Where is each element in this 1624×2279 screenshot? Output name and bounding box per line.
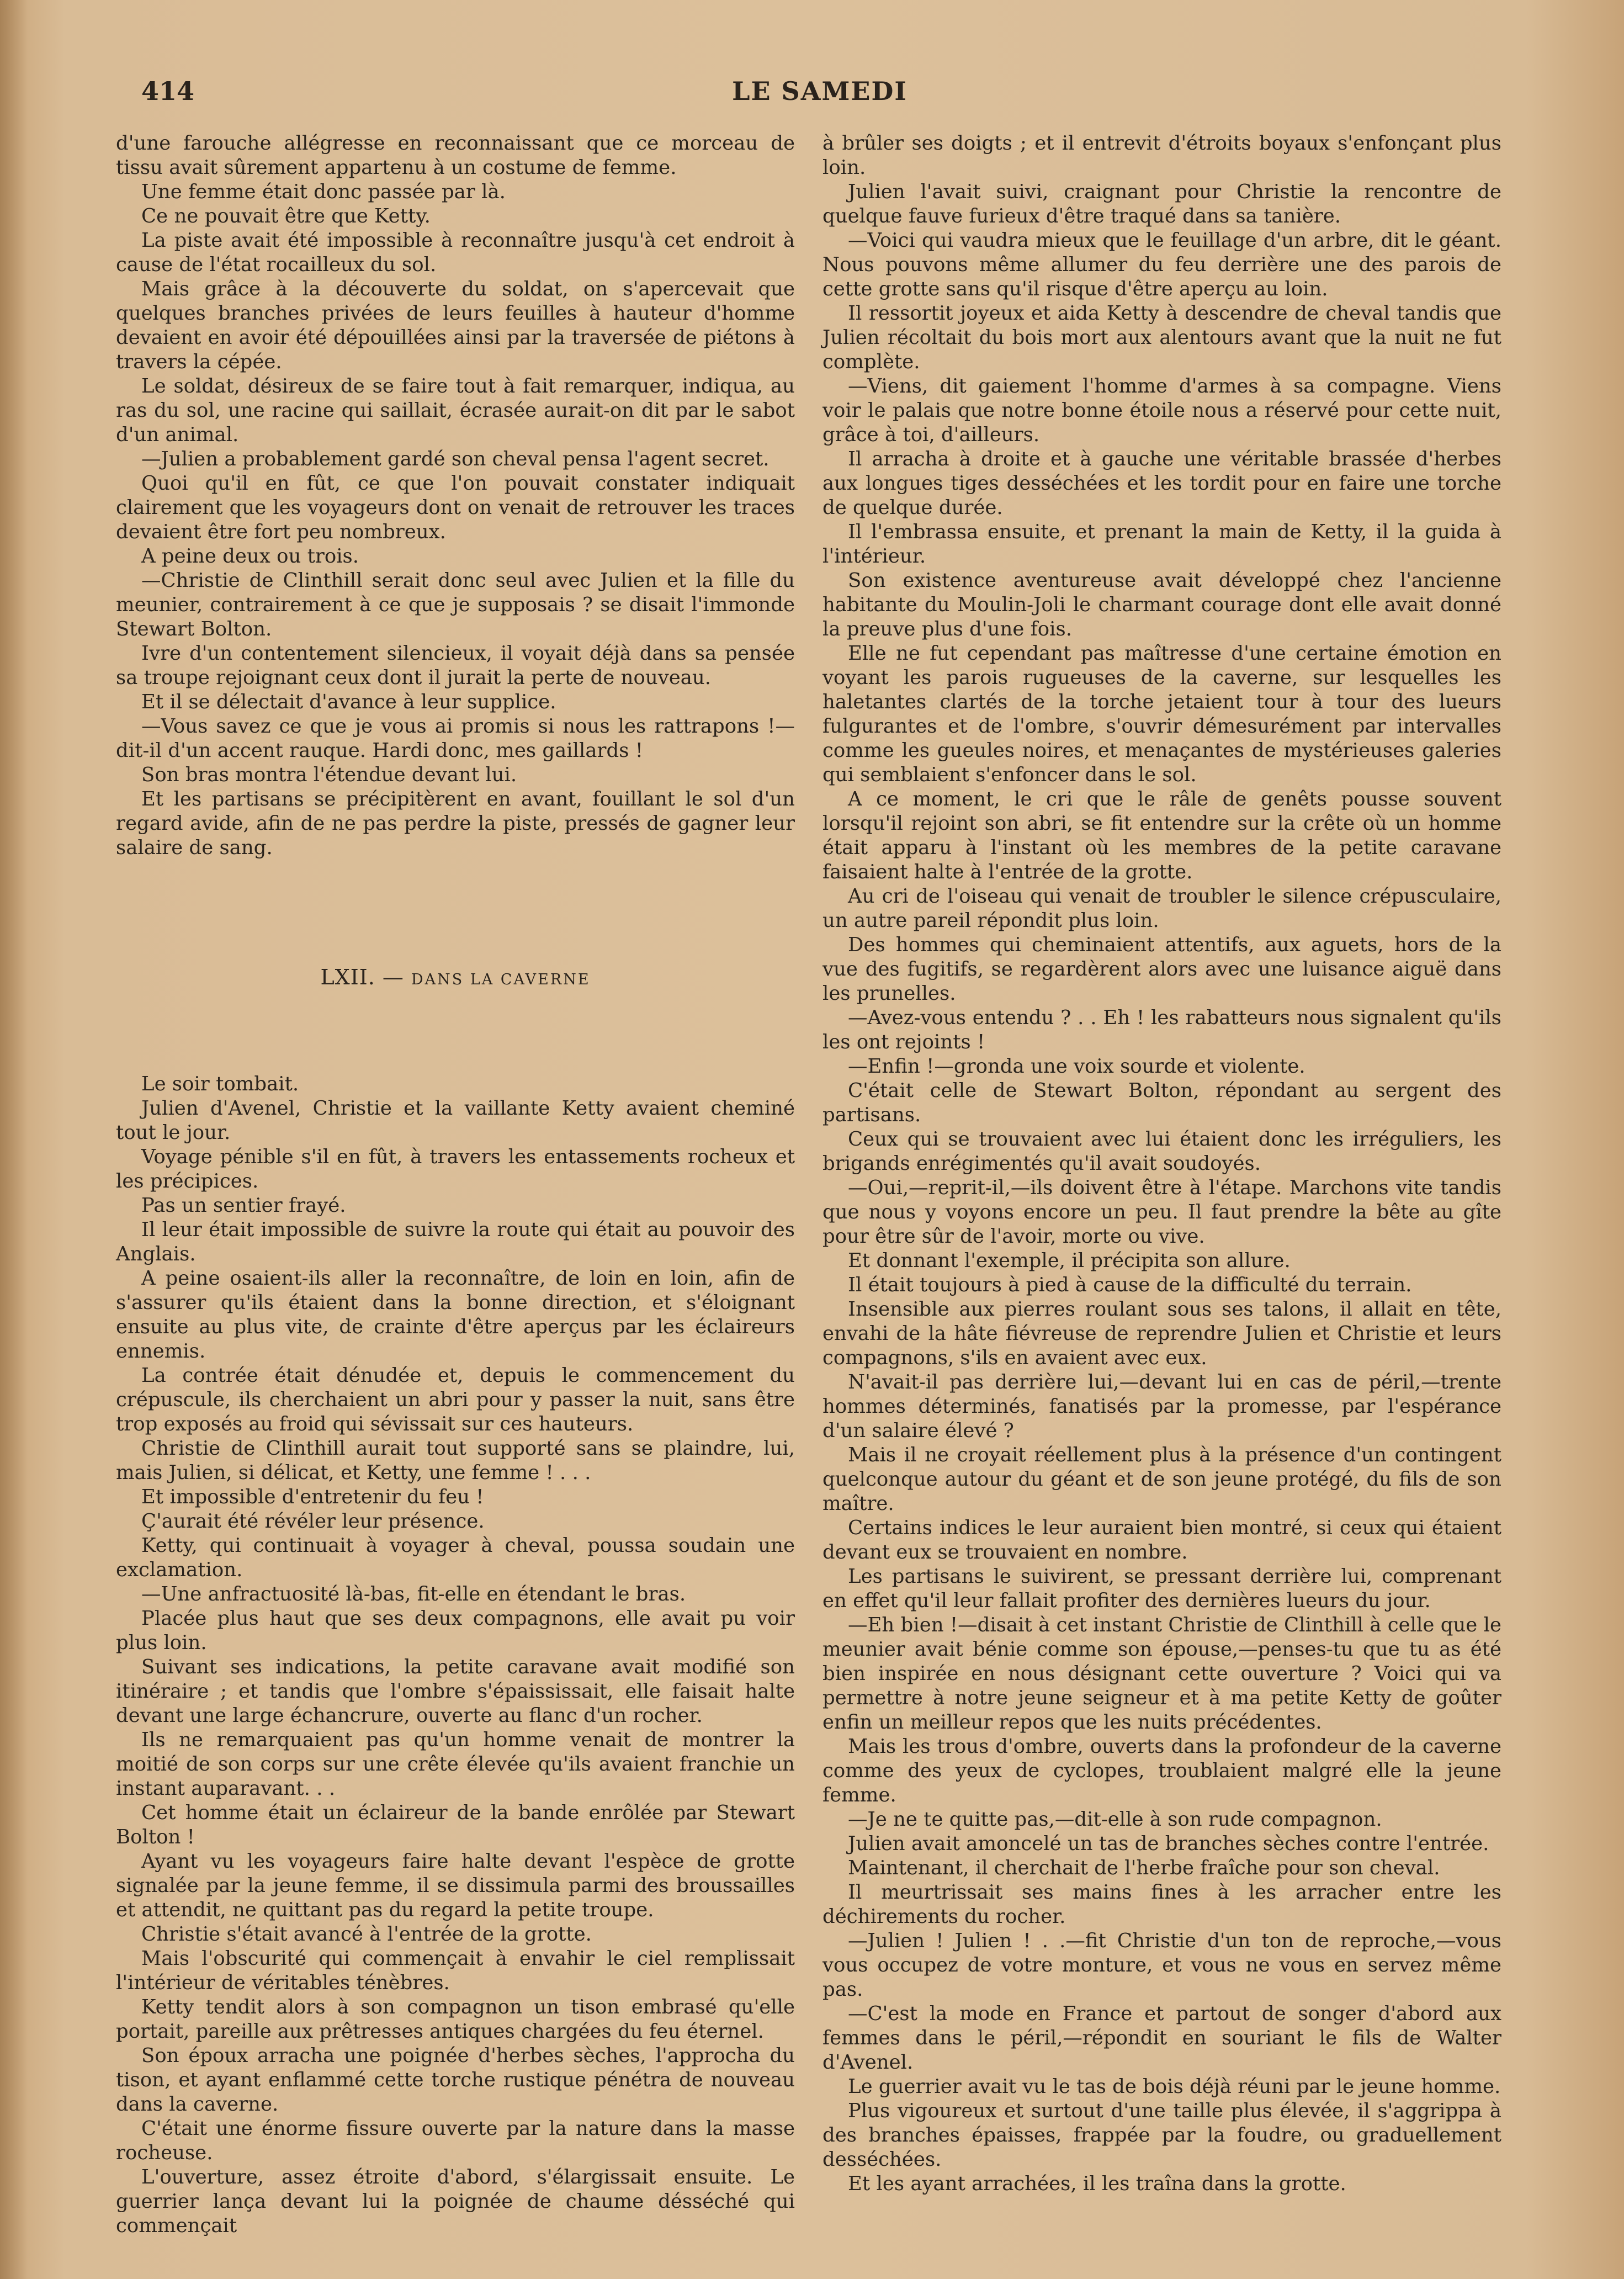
left-column — [116, 131, 795, 2238]
paragraph: Une femme était donc passée par là. — [141, 181, 506, 203]
paragraph: Il ressortit joyeux et aida Ketty à descendre de cheval tandis que Julien récoltait du bois mort aux alentours avant que la nuit ne fut complète. — [822, 302, 1501, 373]
paragraph: A peine osaient-ils aller la reconnaître, de loin en loin, afin de s'assurer qu'ils étaient dans la bonne direction, et s'éloignant ensuite au plus vite, de crainte d'être aperçus par les éclaireurs ennemis. — [116, 1267, 795, 1363]
paragraph: Il était toujours à pied à cause de la difficulté du terrain. — [848, 1274, 1412, 1296]
paragraph: Il leur était impossible de suivre la route qui était au pouvoir des Anglais. — [116, 1218, 795, 1265]
paragraph: Et les partisans se précipitèrent en avant, fouillant le sol d'un regard avide, afin de ne pas perdre la piste, pressés de gagner leur salaire de sang. — [116, 788, 795, 859]
paragraph: —Enfin !—gronda une voix sourde et violente. — [848, 1055, 1305, 1078]
paragraph: Ils ne remarquaient pas qu'un homme venait de montrer la moitié de son corps sur une crête élevée qu'ils avaient franchie un instant auparavant. . . — [116, 1729, 795, 1800]
paragraph: La contrée était dénudée et, depuis le commencement du crépuscule, ils cherchaient un abri pour y passer la nuit, sans être trop exposés au froid qui sévissait sur ces hauteurs. — [116, 1364, 795, 1435]
paragraph: Le guerrier avait vu le tas de bois déjà réuni par le jeune homme. — [848, 2075, 1501, 2098]
paragraph: —Oui,—reprit-il,—ils doivent être à l'étape. Marchons vite tandis que nous y voyons encore un peu. Il faut prendre la bête au gîte pour être sûr de l'avoir, morte ou vive. — [822, 1176, 1501, 1248]
paragraph: —Julien ! Julien ! . .—fit Christie d'un ton de reproche,—vous vous occupez de votre monture, et vous ne vous en servez même pas. — [822, 1930, 1501, 2001]
paragraph: Il l'embrassa ensuite, et prenant la main de Ketty, il la guida à l'intérieur. — [822, 521, 1501, 568]
paragraph: Ayant vu les voyageurs faire halte devant l'espèce de grotte signalée par la jeune femme, il se dissimula parmi des broussailles et attendit, ne quittant pas du regard la petite troupe. — [116, 1850, 795, 1921]
paragraph: Mais les trous d'ombre, ouverts dans la profondeur de la caverne comme des yeux de cyclopes, troublaient malgré elle la jeune femme. — [822, 1735, 1501, 1806]
paragraph: Le soldat, désireux de se faire tout à fait remarquer, indiqua, au ras du sol, une racine qui saillait, écrasée aurait-on dit par le sabot d'un animal. — [116, 375, 795, 446]
paragraph: Insensible aux pierres roulant sous ses talons, il allait en tête, envahi de la hâte fiévreuse de reprendre Julien et Christie et leurs compagnons, s'ils en avaient avec eux. — [822, 1298, 1501, 1369]
paragraph: Mais il ne croyait réellement plus à la présence d'un contingent quelconque autour du géant et de son jeune protégé, du fils de son maître. — [822, 1444, 1501, 1515]
paragraph: Son époux arracha une poignée d'herbes sèches, l'approcha du tison, et ayant enflammé cette torche rustique pénétra de nouveau dans la caverne. — [116, 2044, 795, 2116]
paragraph: Ketty tendit alors à son compagnon un tison embrasé qu'elle portait, pareille aux prêtresses antiques chargées du feu éternel. — [116, 1996, 795, 2043]
left-column-text — [116, 131, 795, 860]
paragraph: Certains indices le leur auraient bien montré, si ceux qui étaient devant eux se trouvaient en nombre. — [822, 1517, 1501, 1564]
paragraph: d'une farouche allégresse en reconnaissant que ce morceau de tissu avait sûrement appartenu à un costume de femme. — [116, 132, 795, 179]
paragraph: Ketty, qui continuait à voyager à cheval, poussa soudain une exclamation. — [116, 1534, 795, 1581]
paragraph: Et les ayant arrachées, il les traîna dans la grotte. — [848, 2172, 1346, 2195]
paragraph: Mais grâce à la découverte du soldat, on s'apercevait que quelques branches privées de leurs feuilles à hauteur d'homme devaient en avoir été dépouillées ainsi par la traversée de piétons à travers la cépée. — [116, 278, 795, 373]
chapter-heading — [116, 965, 795, 989]
paragraph: Placée plus haut que ses deux compagnons, elle avait pu voir plus loin. — [116, 1607, 795, 1654]
paragraph: —Christie de Clinthill serait donc seul avec Julien et la fille du meunier, contrairement à ce que je supposais ? se disait l'immonde Stewart Bolton. — [116, 569, 795, 640]
paragraph: Suivant ses indications, la petite caravane avait modifié son itinéraire ; et tandis que l'ombre s'épaississait, elle faisait halte devant une large échancrure, ouverte au flanc d'un rocher. — [116, 1656, 795, 1727]
paragraph: —C'est la mode en France et partout de songer d'abord aux femmes dans le péril,—répondit en souriant le fils de Walter d'Avenel. — [822, 2002, 1501, 2074]
paragraph: Ç'aurait été révéler leur présence. — [141, 1510, 485, 1533]
paragraph: —Je ne te quitte pas,—dit-elle à son rude compagnon. — [848, 1808, 1382, 1831]
paragraph: Le soir tombait. — [141, 1073, 299, 1095]
paragraph: Au cri de l'oiseau qui venait de troubler le silence crépusculaire, un autre pareil répondit plus loin. — [822, 885, 1501, 932]
page-header — [138, 76, 1501, 115]
paragraph: Il arracha à droite et à gauche une véritable brassée d'herbes aux longues tiges desséchées et les tordit pour en faire une torche de quelque durée. — [822, 448, 1501, 519]
paragraph: Maintenant, il cherchait de l'herbe fraîche pour son cheval. — [848, 1857, 1440, 1879]
paragraph: —Une anfractuosité là-bas, fit-elle en étendant le bras. — [141, 1583, 686, 1605]
right-column — [822, 131, 1501, 2196]
paragraph: Voyage pénible s'il en fût, à travers les entassements rocheux et les précipices. — [116, 1146, 795, 1192]
paragraph: Plus vigoureux et surtout d'une taille plus élevée, il s'aggrippa à des branches épaisses, frappée par la foudre, ou graduellement desséchées. — [822, 2100, 1501, 2171]
paragraph: Julien d'Avenel, Christie et la vaillante Ketty avaient cheminé tout le jour. — [116, 1097, 795, 1144]
paragraph: Son existence aventureuse avait développé chez l'ancienne habitante du Moulin-Joli le charmant courage dont elle avait donné la preuve plus d'une fois. — [822, 569, 1501, 640]
paragraph: Cet homme était un éclaireur de la bande enrôlée par Stewart Bolton ! — [116, 1801, 795, 1848]
paragraph: Et donnant l'exemple, il précipita son allure. — [848, 1249, 1291, 1272]
paragraph: —Eh bien !—disait à cet instant Christie de Clinthill à celle que le meunier avait bénie comme son épouse,—penses-tu que tu as été bien inspirée en nous désignant cette ouverture ? Voici qui va permettre à notre jeune seigneur et à ma petite Ketty de goûter enfin un meilleur repos que les nuits précédentes. — [822, 1614, 1501, 1734]
paragraph: Son bras montra l'étendue devant lui. — [141, 764, 517, 786]
paragraph: Ceux qui se trouvaient avec lui étaient donc les irréguliers, les brigands enrégimentés qu'il avait soudoyés. — [822, 1128, 1501, 1175]
chapter-number: LXII. — — [320, 965, 404, 989]
paragraph: Et impossible d'entretenir du feu ! — [141, 1486, 484, 1508]
paragraph: Christie de Clinthill aurait tout supporté sans se plaindre, lui, mais Julien, si délicat, et Ketty, une femme ! . . . — [116, 1437, 795, 1484]
paragraph: Elle ne fut cependant pas maîtresse d'une certaine émotion en voyant les parois rugueuses de la caverne, sur lesquelles les haletantes clartés de la torche jetaient tour à tour des lueurs fulgurantes et de l'ombre, s'ouvrir démesurément par intervalles comme les gueules noires, et menaçantes de mystérieuses galeries qui semblaient s'enfoncer dans le sol. — [822, 642, 1501, 786]
paragraph: Et il se délectait d'avance à leur supplice. — [141, 691, 556, 713]
paragraph: Mais l'obscurité qui commençait à envahir le ciel remplissait l'intérieur de véritables ténèbres. — [116, 1947, 795, 1994]
paragraph: Les partisans le suivirent, se pressant derrière lui, comprenant en effet qu'il leur fallait profiter des dernières lueurs du jour. — [822, 1565, 1501, 1612]
paragraph: Quoi qu'il en fût, ce que l'on pouvait constater indiquait clairement que les voyageurs dont on venait de retrouver les traces devaient être fort peu nombreux. — [116, 472, 795, 543]
paragraph: L'ouverture, assez étroite d'abord, s'élargissait ensuite. Le guerrier lança devant lui la poignée de chaume désséché qui commençait — [116, 2166, 795, 2237]
paragraph: N'avait-il pas derrière lui,—devant lui en cas de péril,—trente hommes déterminés, fanatisés par la promesse, par l'espérance d'un salaire élevé ? — [822, 1371, 1501, 1442]
paragraph: —Julien a probablement gardé son cheval pensa l'agent secret. — [141, 448, 769, 470]
paragraph: A peine deux ou trois. — [141, 545, 359, 568]
paragraph: A ce moment, le cri que le râle de genêts pousse souvent lorsqu'il rejoint son abri, se fit entendre sur la crête où un homme était apparu à l'instant où les membres de la petite caravane faisaient halte à l'entrée de la grotte. — [822, 788, 1501, 883]
paragraph: Il meurtrissait ses mains fines à les arracher entre les déchirements du rocher. — [822, 1881, 1501, 1928]
paragraph: —Vous savez ce que je vous ai promis si nous les rattrapons !—dit-il d'un accent rauque. Hardi donc, mes gaillards ! — [116, 715, 795, 762]
paragraph: —Avez-vous entendu ? . . Eh ! les rabatteurs nous signalent qu'ils les ont rejoints ! — [822, 1006, 1501, 1053]
paragraph: Julien avait amoncelé un tas de branches sèches contre l'entrée. — [848, 1832, 1489, 1855]
journal-title: LE SAMEDI — [732, 76, 907, 106]
paragraph: Ivre d'un contentement silencieux, il voyait déjà dans sa pensée sa troupe rejoignant ceux dont il jurait la perte de nouveau. — [116, 642, 795, 689]
paragraph: C'était une énorme fissure ouverte par la nature dans la masse rocheuse. — [116, 2117, 795, 2164]
paragraph: Julien l'avait suivi, craignant pour Christie la rencontre de quelque fauve furieux d'être traqué dans sa tanière. — [822, 181, 1501, 227]
chapter-title: DANS LA CAVERNE — [411, 971, 591, 988]
page-number: 414 — [141, 76, 195, 106]
paragraph: Christie s'était avancé à l'entrée de la grotte. — [141, 1923, 592, 1946]
paragraph: Pas un sentier frayé. — [141, 1194, 346, 1217]
paragraph: à brûler ses doigts ; et il entrevit d'étroits boyaux s'enfonçant plus loin. — [822, 132, 1501, 179]
paragraph: C'était celle de Stewart Bolton, répondant au sergent des partisans. — [822, 1079, 1501, 1126]
paragraph: —Voici qui vaudra mieux que le feuillage d'un arbre, dit le géant. Nous pouvons même allumer du feu derrière une des parois de cette grotte sans qu'il risque d'être aperçu au loin. — [822, 229, 1501, 300]
paragraph: La piste avait été impossible à reconnaître jusqu'à cet endroit à cause de l'état rocailleux du sol. — [116, 229, 795, 276]
page-fold-shadow — [0, 0, 28, 2279]
paragraph: —Viens, dit gaiement l'homme d'armes à sa compagne. Viens voir le palais que notre bonne étoile nous a réservé pour cette nuit, grâce à toi, d'ailleurs. — [822, 375, 1501, 446]
paragraph: Des hommes qui cheminaient attentifs, aux aguets, hors de la vue des fugitifs, se regardèrent alors avec une luisance aiguë dans les prunelles. — [822, 934, 1501, 1005]
right-column-text — [822, 131, 1501, 2196]
paragraph: Ce ne pouvait être que Ketty. — [141, 205, 431, 227]
chapter-text — [116, 1072, 795, 2238]
